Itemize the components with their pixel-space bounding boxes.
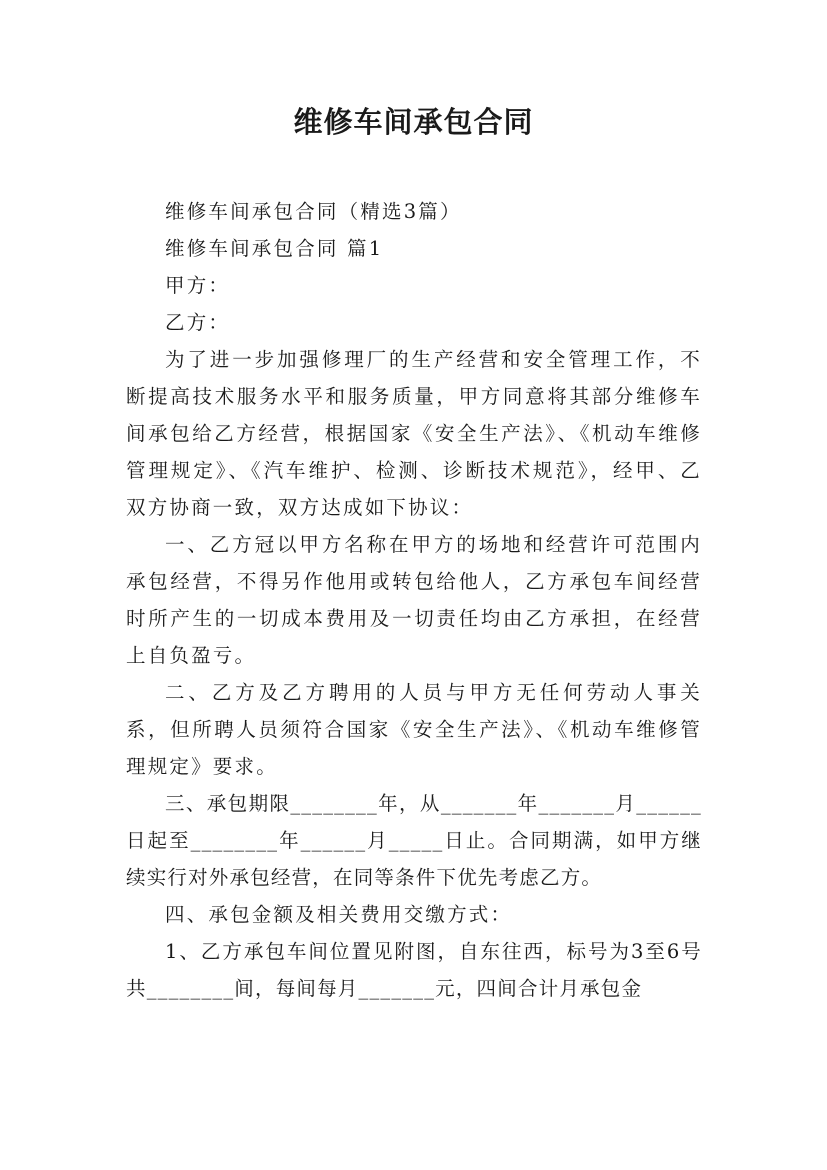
paragraph-clause-2: 二、乙方及乙方聘用的人员与甲方无任何劳动人事关系，但所聘人员须符合国家《安全生产法》、《机动车维修管理规定》要求。 [126,681,702,778]
document-title: 维修车间承包合同 [293,105,534,139]
paragraph-party-a: 甲方： [165,274,231,297]
paragraph-clause-4-item-1: 1、乙方承包车间位置见附图，自东往西，标号为3至6号共________间，每间每月_______元，四间合计月承包金 [126,940,702,1000]
paragraph-clause-4: 四、承包金额及相关费用交缴方式： [165,903,513,926]
document-body [126,193,702,1007]
paragraph-clause-1: 一、乙方冠以甲方名称在甲方的场地和经营许可范围内承包经营，不得另作他用或转包给他人，乙方承包车间经营时所产生的一切成本费用及一切责任均由乙方承担，在经营上自负盈亏。 [126,533,702,667]
paragraph-subtitle: 维修车间承包合同（精选3篇） [165,200,462,223]
paragraph-preamble: 为了进一步加强修理厂的生产经营和安全管理工作，不断提高技术服务水平和服务质量，甲方同意将其部分维修车间承包给乙方经营，根据国家《安全生产法》、《机动车维修管理规定》、《汽车维护、检测、诊断技术规范》，经甲、乙双方协商一致，双方达成如下协议： [126,348,702,519]
paragraph-clause-3: 三、承包期限________年，从_______年_______月______日起至________年______月_____日止。合同期满，如甲方继续实行对外承包经营，在同等条件下优先考虑乙方。 [126,792,702,889]
paragraph-section-heading: 维修车间承包合同 篇1 [165,237,384,260]
paragraph-party-b: 乙方： [165,311,231,334]
